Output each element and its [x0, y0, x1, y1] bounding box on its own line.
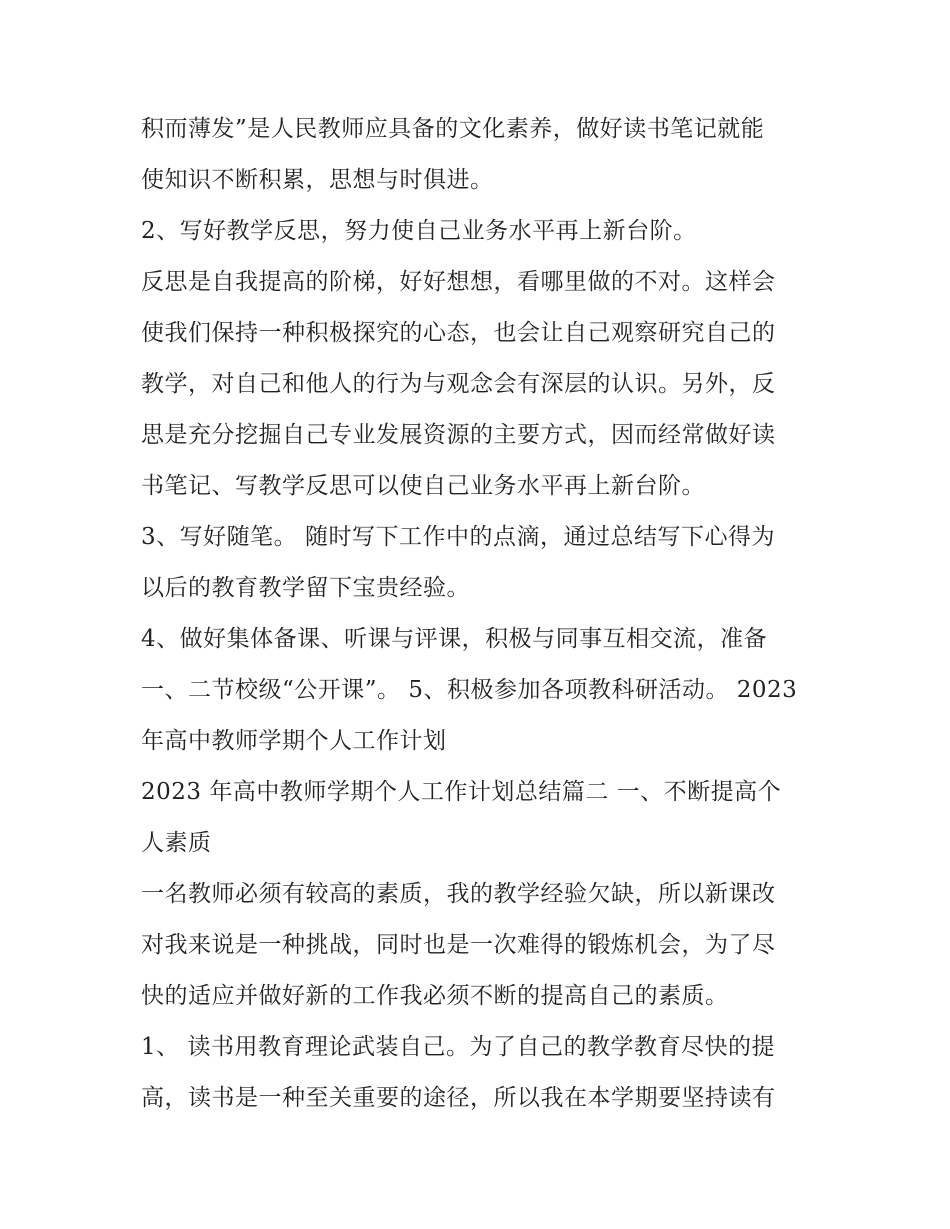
text-line: 快的适应并做好新的工作我必须不断的提高自己的素质。: [141, 983, 729, 1009]
text-line: 教学，对自己和他人的行为与观念会有深层的认识。另外，反: [141, 371, 776, 397]
text-line: 使我们保持一种积极探究的心态，也会让自己观察研究自己的: [141, 320, 776, 346]
text-line: 一名教师必须有较高的素质，我的教学经验欠缺，所以新课改: [141, 881, 776, 907]
text-line: 书笔记、写教学反思可以使自己业务水平再上新台阶。: [141, 473, 705, 499]
text-line: 年高中教师学期个人工作计划: [141, 728, 447, 754]
text-line: 积而薄发”是人民教师应具备的文化素养，做好读书笔记就能: [141, 116, 765, 142]
text-line: 反思是自我提高的阶梯，好好想想，看哪里做的不对。这样会: [141, 269, 776, 295]
text-line: 人素质: [141, 830, 212, 856]
text-line: 4、做好集体备课、听课与评课，积极与同事互相交流，准备: [141, 626, 768, 652]
text-line: 以后的教育教学留下宝贵经验。: [141, 575, 470, 601]
text-line: 1、 读书用教育理论武装自己。为了自己的教学教育尽快的提: [141, 1034, 775, 1060]
text-line: 2、写好教学反思，努力使自己业务水平再上新台阶。: [141, 218, 697, 244]
text-line: 2023 年高中教师学期个人工作计划总结篇二 一、不断提高个: [141, 779, 782, 805]
document-body: [141, 104, 821, 1124]
text-line: 思是充分挖掘自己专业发展资源的主要方式，因而经常做好读: [141, 422, 776, 448]
text-line: 使知识不断积累，思想与时俱进。: [141, 167, 494, 193]
text-line: 3、写好随笔。 随时写下工作中的点滴，通过总结写下心得为: [141, 524, 775, 550]
text-line: 一、二节校级“公开课”。 5、积极参加各项教科研活动。 2023: [141, 677, 798, 703]
text-line: 高，读书是一种至关重要的途径，所以我在本学期要坚持读有: [141, 1085, 776, 1111]
text-line: 对我来说是一种挑战，同时也是一次难得的锻炼机会，为了尽: [141, 932, 776, 958]
